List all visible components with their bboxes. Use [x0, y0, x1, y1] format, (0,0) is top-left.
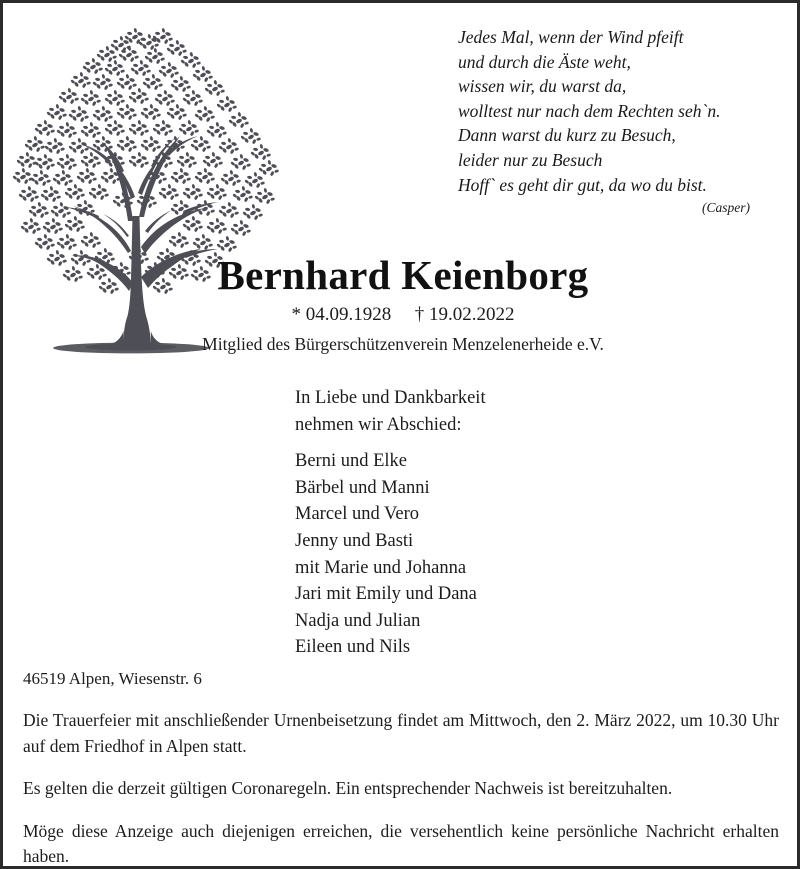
notice-info: Möge diese Anzeige auch diejenigen erreichen, die versehentlich keine persönliche Nachricht erhalten haben. — [23, 820, 779, 866]
list-item: Eileen und Nils — [295, 637, 411, 658]
memorial-poem — [458, 25, 788, 218]
poem-line: Hoff` es geht dir gut, da wo du bist. — [458, 174, 707, 195]
service-info: Die Trauerfeier mit anschließender Urnenbeisetzung findet am Mittwoch, den 2. März 2022, um 10.30 Uhr auf dem Friedhof in Alpen statt. — [23, 710, 779, 756]
membership-line: Mitglied des Bürgerschützenverein Menzelenerheide e.V. — [202, 334, 604, 354]
page-title: Bernhard Keienborg — [217, 252, 589, 298]
corona-info: Es gelten die derzeit gültigen Coronaregeln. Ein entsprechender Nachweis ist bereitzuhalten. — [23, 778, 673, 798]
death-symbol: † — [414, 304, 425, 325]
list-item: Bärbel und Manni — [295, 477, 430, 498]
list-item: Marcel und Vero — [295, 504, 419, 525]
birth-symbol: * — [291, 304, 301, 325]
mourners-intro-line: nehmen wir Abschied: — [295, 414, 462, 435]
list-item: Jari mit Emily und Dana — [295, 584, 477, 605]
poem-line: wissen wir, du warst da, — [458, 76, 627, 97]
list-item: Jenny und Basti — [295, 530, 414, 551]
list-item: Nadja und Julian — [295, 610, 421, 631]
poem-line: Jedes Mal, wenn der Wind pfeift — [458, 27, 684, 47]
footer-block — [23, 667, 779, 869]
mourners-block — [295, 385, 625, 661]
poem-line: leider nur zu Besuch — [458, 149, 603, 170]
poem-line: wolltest nur nach dem Rechten seh`n. — [458, 100, 721, 121]
mourners-intro-line: In Liebe und Dankbarkeit — [295, 388, 486, 408]
mourners-name-list — [295, 448, 625, 661]
death-date: 19.02.2022 — [429, 304, 515, 325]
mourners-intro — [295, 385, 625, 438]
list-item: mit Marie und Johanna — [295, 557, 467, 578]
list-item: Berni und Elke — [295, 451, 408, 472]
birth-date: 04.09.1928 — [305, 304, 392, 325]
address-line: 46519 Alpen, Wiesenstr. 6 — [23, 669, 202, 688]
life-dates — [163, 301, 643, 329]
poem-attribution: (Casper) — [702, 200, 750, 216]
deceased-name-block — [163, 251, 643, 357]
poem-line: Dann warst du kurz zu Besuch, — [458, 125, 676, 146]
poem-line: und durch die Äste weht, — [458, 51, 631, 72]
